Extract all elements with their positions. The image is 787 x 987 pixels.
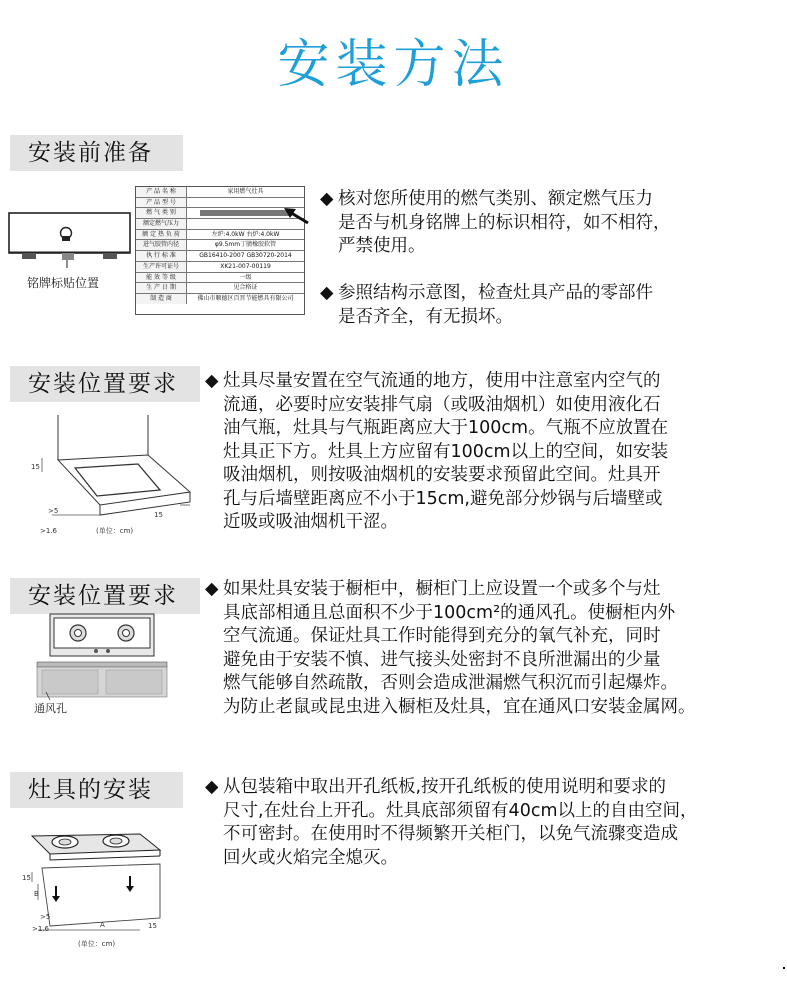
diamond-bullet-icon: ◆ [320, 189, 334, 209]
cabinet-vent-figure [32, 612, 172, 707]
dim-15: 15 [22, 874, 31, 882]
nameplate-row: 能 效 等 级 一级 [136, 273, 304, 284]
nameplate-row: 生 产 日 期 见合格证 [136, 283, 304, 294]
dim-5: >5 [48, 507, 59, 515]
section-heading-installation: 灶具的安装 [10, 772, 183, 808]
dim-1-6: >1.6 [32, 925, 49, 933]
nameplate-position-label: 铭牌标贴位置 [27, 276, 100, 290]
nameplate-row: 执 行 标 准 GB16410-2007 GB30720-2014 [136, 251, 304, 262]
nameplate-table [135, 186, 305, 315]
prep-item-1: ◆ 核对您所使用的燃气类别、额定燃气压力 是否与机身铭牌上的标识相符，如不相符， 严禁使用。 [320, 189, 671, 256]
nameplate-row: 额定燃气压力 [136, 219, 304, 230]
diamond-bullet-icon: ◆ [205, 371, 219, 391]
nameplate-row: 产 品 名 称 家用燃气灶具 [136, 187, 304, 198]
page-title: 安装方法 [277, 35, 510, 95]
vent-hole-label: 通风孔 [34, 702, 67, 715]
page-dot [783, 967, 785, 969]
dim-5: >5 [40, 913, 51, 921]
stove-front-figure [8, 208, 133, 270]
nameplate-row: 额 定 热 负 荷 左炉:4.0kW 右炉:4.0kW [136, 230, 304, 241]
nameplate-row: 制 造 商 佛山市顺德区百晋节能燃具有限公司 [136, 294, 304, 304]
location-item-1: ◆ 灶具尽量安置在空气流通的地方，使用中注意室内空气的 流通，必要时应安装排气扇（或吸油烟机）如使用液化石 油气瓶，灶具与气瓶距离应大于100cm。气瓶不应放置在 灶具正下方。灶具上方应留有100cm以上的空间，如安装 吸油烟机，则按吸油烟机的安装要求预留此空间。灶具开 孔与后墙壁距离应不小于15cm,避免部分炒锅与后墙壁或 近吸或吸油烟机干涩。 [205, 371, 669, 532]
diamond-bullet-icon: ◆ [205, 777, 219, 797]
section-heading-location-2: 安装位置要求 [10, 578, 200, 614]
nameplate-row: 生产许可证号 XK21-007-00119 [136, 262, 304, 273]
installation-item-1: ◆ 从包装箱中取出开孔纸板,按开孔纸板的使用说明和要求的 尺寸,在灶台上开孔。灶具底部须留有40cm以上的自由空间， 不可密封。在使用时不得频繁开关柜门，以免气流骤变造成 回火或火焰完全熄灭。 [205, 777, 698, 868]
dim-1-6: >1.6 [40, 527, 57, 535]
installation-cutout-figure [20, 826, 168, 951]
location-item-2: ◆ 如果灶具安装于橱柜中，橱柜门上应设置一个或多个与灶 具底部相通且总面积不少于100cm²的通风孔。使橱柜内外 空气流通。保证灶具工作时能得到充分的氧气补充，同时 避免由于安装不慎、进气接头处密封不良所泄漏出的少量 燃气能够自然疏散，否则会造成泄漏燃气积沉而引起爆炸。 为防止老鼠或昆虫进入橱柜及灶具，宜在通风口安装金属网。 [205, 579, 696, 717]
dim-15-left: 15 [31, 463, 40, 471]
counter-clearance-figure [30, 410, 202, 540]
diamond-bullet-icon: ◆ [205, 579, 219, 599]
gas-type-mark [200, 210, 292, 216]
section-heading-location-1: 安装位置要求 [10, 366, 200, 402]
diamond-bullet-icon: ◆ [320, 283, 334, 303]
arrow-icon [284, 206, 310, 228]
prep-item-2: ◆ 参照结构示意图，检查灶具产品的零部件 是否齐全，有无损坏。 [320, 283, 653, 327]
nameplate-row: 燃 气 类 别 [136, 208, 304, 219]
unit-label: (单位：cm) [96, 527, 134, 535]
nameplate-row: 产 品 型 号 [136, 198, 304, 209]
dim-a: A [100, 921, 105, 929]
nameplate-row: 进气胶管内径 φ9.5mm丁腈橡胶软管 [136, 240, 304, 251]
dim-15-right: 15 [154, 511, 163, 519]
section-heading-preparation: 安装前准备 [10, 135, 183, 171]
dim-b: B [34, 890, 39, 898]
unit-label: (单位：cm) [78, 940, 116, 948]
dim-15-right: 15 [148, 922, 157, 930]
